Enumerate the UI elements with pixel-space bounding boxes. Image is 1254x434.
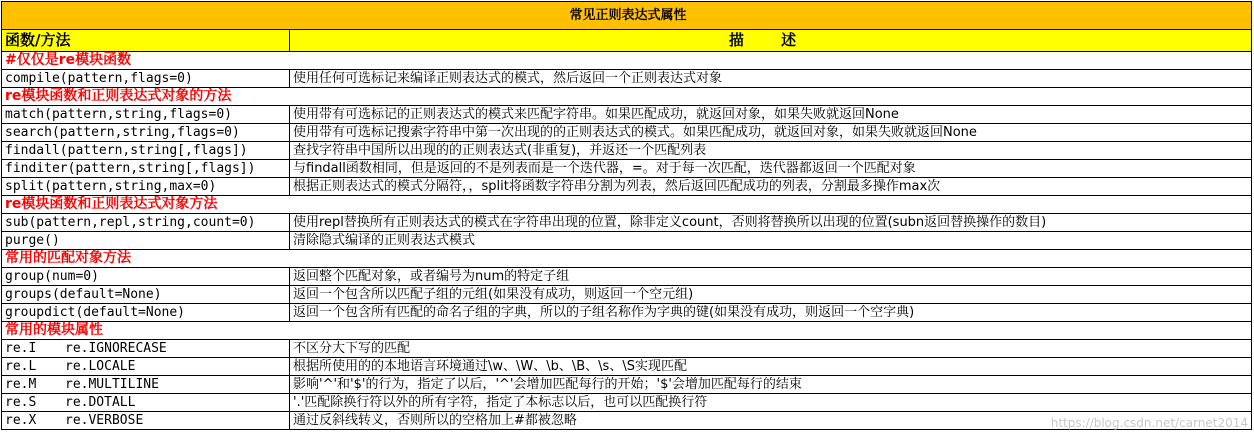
description-cell: 影响'^'和'$'的行为，指定了以后，'^'会增加匹配每行的开始；'$'会增加匹配每行的结束 [290, 376, 1252, 394]
method-cell: sub(pattern,repl,string,count=0) [2, 214, 290, 232]
description-cell: 查找字符串中国所以出现的的正则表达式(非重复)，并返还一个匹配列表 [290, 142, 1252, 160]
section-row [2, 196, 1252, 214]
method-cell [2, 340, 290, 358]
flag-long-name: re.DOTALL [65, 395, 136, 410]
table-row [2, 376, 1252, 394]
description-cell: 返回一个包含所有匹配的命名子组的字典，所以的子组名称作为字典的键(如果没有成功，则返回一个空字典) [290, 304, 1252, 322]
flag-short-name: re.S [5, 395, 37, 410]
watermark: https://blog.csdn.net/carnet2014 [1050, 416, 1248, 430]
description-cell: 根据所使用的的本地语言环境通过\w、\W、\b、\B、\s、\S实现匹配 [290, 358, 1252, 376]
flag-short-name: re.I [5, 341, 37, 356]
table-row [2, 124, 1252, 142]
section-row [2, 250, 1252, 268]
table-row [2, 286, 1252, 304]
table-row [2, 340, 1252, 358]
flag-short-name: re.M [5, 377, 37, 392]
method-cell [2, 394, 290, 412]
flag-long-name: re.LOCALE [65, 359, 136, 374]
section-label: 常用的模块属性 [2, 322, 1252, 340]
method-cell: compile(pattern,flags=0) [2, 70, 290, 88]
method-cell: groups(default=None) [2, 286, 290, 304]
flag-short-name: re.X [5, 413, 37, 428]
header-method: 函数/方法 [2, 30, 290, 52]
description-cell: 通过反斜线转义，否则所以的空格加上#都被忽略 [290, 412, 1252, 430]
section-label: 常用的匹配对象方法 [2, 250, 1252, 268]
regex-properties-table [1, 1, 1252, 430]
description-cell: '.'匹配除换行符以外的所有字符，指定了本标志以后，也可以匹配换行符 [290, 394, 1252, 412]
flag-long-name: re.VERBOSE [65, 413, 144, 428]
section-label: re模块函数和正则表达式对象方法 [2, 196, 1252, 214]
flag-short-name: re.L [5, 359, 37, 374]
table-row [2, 160, 1252, 178]
header-row [2, 30, 1252, 52]
table-row [2, 394, 1252, 412]
description-cell: 使用任何可选标记来编译正则表达式的模式，然后返回一个正则表达式对象 [290, 70, 1252, 88]
table-row [2, 268, 1252, 286]
table-title: 常见正则表达式属性 [2, 2, 1252, 30]
section-row [2, 52, 1252, 70]
section-label: re模块函数和正则表达式对象的方法 [2, 88, 1252, 106]
table-row [2, 358, 1252, 376]
section-row [2, 88, 1252, 106]
description-cell: 与findall函数相同，但是返回的不是列表而是一个迭代器，=。对于每一次匹配，迭代器都返回一个匹配对象 [290, 160, 1252, 178]
section-label: #仅仅是re模块函数 [2, 52, 1252, 70]
method-cell [2, 358, 290, 376]
method-cell [2, 412, 290, 430]
description-cell: 根据正则表达式的模式分隔符，，split将函数字符串分割为列表，然后返回匹配成功的列表，分割最多操作max次 [290, 178, 1252, 196]
method-cell: findall(pattern,string[,flags]) [2, 142, 290, 160]
table-row [2, 304, 1252, 322]
table-row [2, 178, 1252, 196]
method-cell: purge() [2, 232, 290, 250]
method-cell: group(num=0) [2, 268, 290, 286]
title-row [2, 2, 1252, 30]
description-cell: 使用repl替换所有正则表达式的模式在字符串出现的位置，除非定义count，否则将替换所以出现的位置(subn返回替换操作的数目) [290, 214, 1252, 232]
method-cell: groupdict(default=None) [2, 304, 290, 322]
table-row [2, 142, 1252, 160]
table-row [2, 106, 1252, 124]
method-cell: finditer(pattern,string[,flags]) [2, 160, 290, 178]
method-cell: search(pattern,string,flags=0) [2, 124, 290, 142]
description-cell: 返回整个匹配对象，或者编号为num的特定子组 [290, 268, 1252, 286]
description-cell: 使用带有可选标记搜索字符串中第一次出现的的正则表达式的模式。如果匹配成功，就返回对象，如果失败就返回None [290, 124, 1252, 142]
description-cell: 不区分大下写的匹配 [290, 340, 1252, 358]
description-cell: 使用带有可选标记的正则表达式的模式来匹配字符串。如果匹配成功，就返回对象，如果失败就返回None [290, 106, 1252, 124]
header-description: 描 述 [290, 30, 1252, 52]
flag-long-name: re.IGNORECASE [65, 341, 167, 356]
description-cell: 返回一个包含所以匹配子组的元组(如果没有成功，则返回一个空元组) [290, 286, 1252, 304]
method-cell: split(pattern,string,max=0) [2, 178, 290, 196]
table-row [2, 70, 1252, 88]
description-cell: 清除隐式编译的正则表达式模式 [290, 232, 1252, 250]
flag-long-name: re.MULTILINE [65, 377, 159, 392]
method-cell [2, 376, 290, 394]
section-row [2, 322, 1252, 340]
method-cell: match(pattern,string,flags=0) [2, 106, 290, 124]
table-row [2, 232, 1252, 250]
table-row [2, 214, 1252, 232]
